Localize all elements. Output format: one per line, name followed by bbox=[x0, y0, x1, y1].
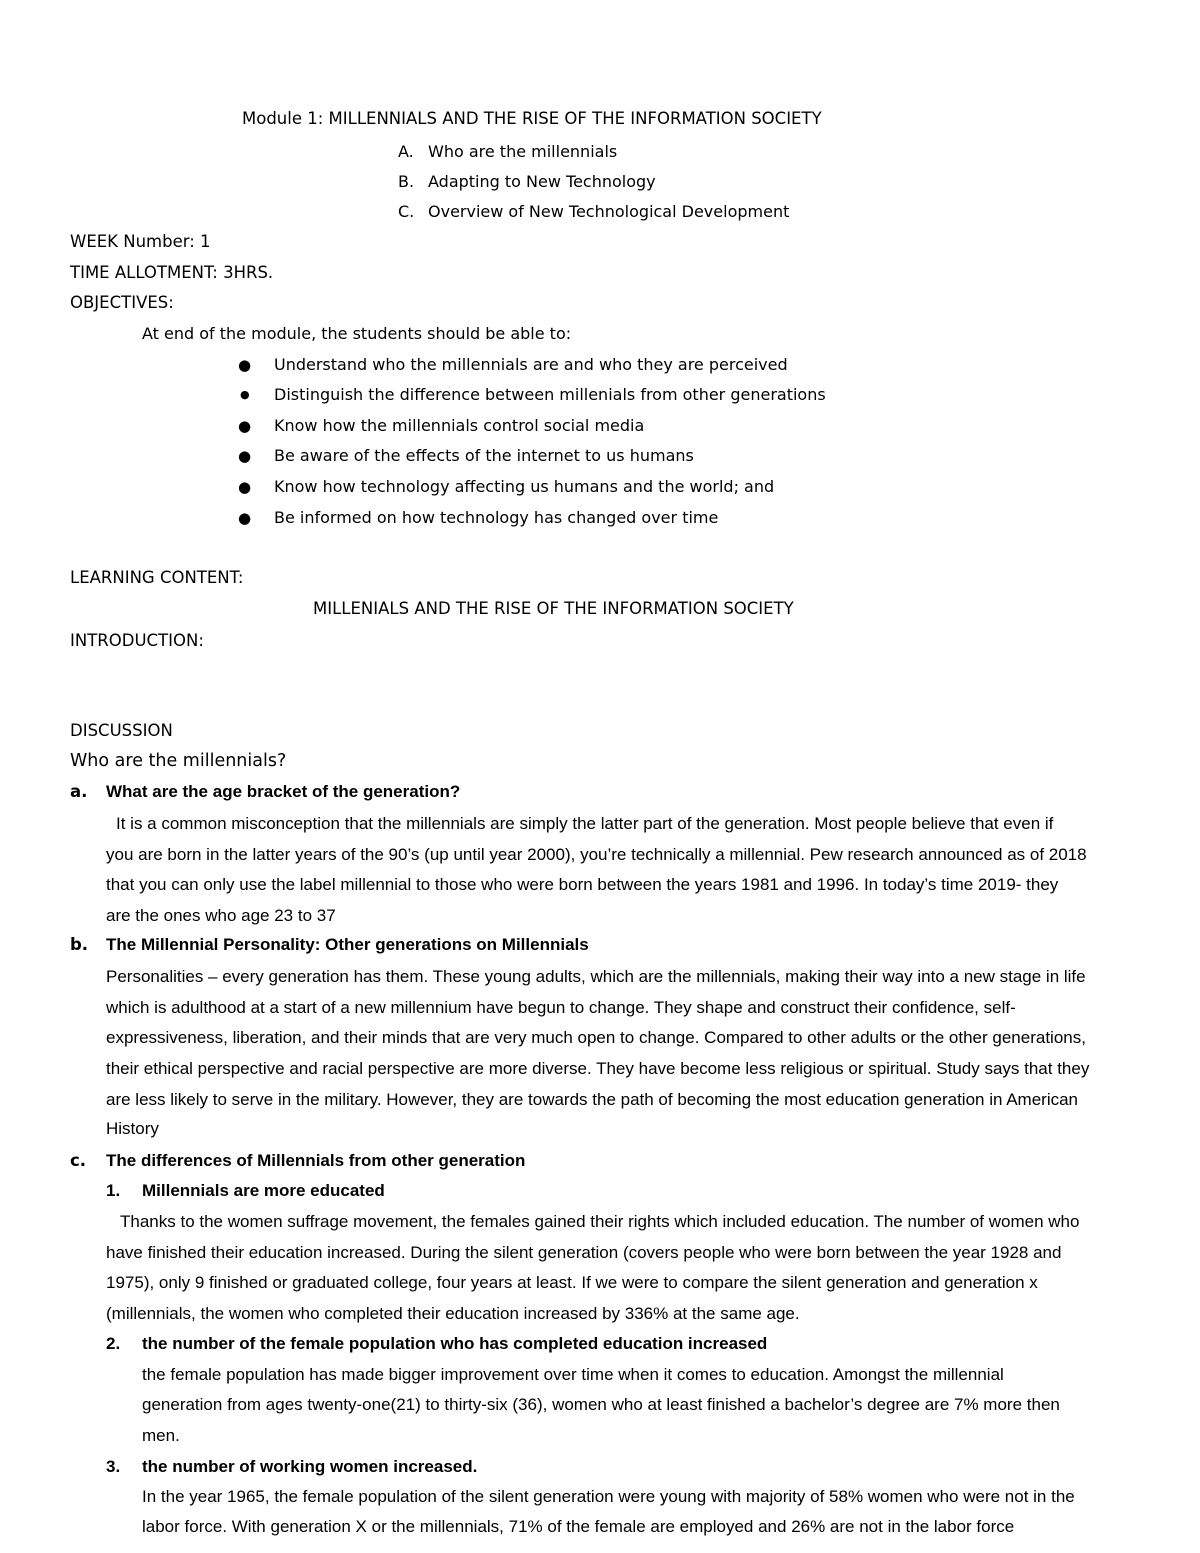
item-1-line: (millennials, the women who completed their education increased by 336% at the same age. bbox=[106, 1304, 800, 1323]
section-a-line: are the ones who age 23 to 37 bbox=[106, 906, 336, 925]
section-b-line: their ethical perspective and racial perspective are more diverse. They have become less religious or spiritual. Study says that they bbox=[106, 1059, 1090, 1078]
objectives-intro: At end of the module, the students should be able to: bbox=[142, 324, 572, 343]
bullet-icon: ● bbox=[238, 417, 252, 435]
question-heading: Who are the millennials? bbox=[70, 751, 287, 771]
section-b-line: which is adulthood at a start of a new millennium have begun to change. They shape and construct their confidence, self- bbox=[106, 998, 1016, 1017]
section-a-line: you are born in the latter years of the 90’s (up until year 2000), you’re technically a millennial. Pew research announced as of 2018 bbox=[106, 845, 1087, 864]
section-b-line: expressiveness, liberation, and their minds that are very much open to change. Compared to other adults or the other generations, bbox=[106, 1028, 1086, 1047]
section-a-line: that you can only use the label millennial to those who were born between the years 1981 and 1996. In today’s time 2019- they bbox=[106, 875, 1059, 894]
section-a-marker: a. bbox=[70, 782, 88, 801]
item-3-title: the number of working women increased. bbox=[142, 1457, 478, 1476]
item-2-line: men. bbox=[142, 1426, 180, 1445]
objective-item: Be aware of the effects of the internet to us humans bbox=[274, 446, 694, 465]
time-allotment: TIME ALLOTMENT: 3HRS. bbox=[70, 263, 274, 282]
item-2-line: the female population has made bigger improvement over time when it comes to education. Amongst the millennial bbox=[142, 1365, 1004, 1384]
topic-item-c: Overview of New Technological Development bbox=[428, 202, 790, 221]
item-2-line: generation from ages twenty-one(21) to thirty-six (36), women who at least finished a bachelor’s degree are 7% more then bbox=[142, 1395, 1060, 1414]
bullet-icon: ● bbox=[238, 356, 252, 374]
item-3-marker: 3. bbox=[106, 1457, 121, 1476]
bullet-icon: ● bbox=[238, 478, 252, 496]
section-b-title: The Millennial Personality: Other generations on Millennials bbox=[106, 935, 589, 954]
bullet-icon: ● bbox=[238, 509, 252, 527]
week-number: WEEK Number: 1 bbox=[70, 232, 211, 251]
topic-marker-c: C. bbox=[398, 202, 415, 221]
item-1-line: have finished their education increased. During the silent generation (covers people who were born between the year 1928 and bbox=[106, 1243, 1062, 1262]
section-a-line: It is a common misconception that the millennials are simply the latter part of the generation. Most people believe that even if bbox=[116, 814, 1054, 833]
objective-item: Know how the millennials control social media bbox=[274, 416, 645, 435]
section-b-line: History bbox=[106, 1119, 159, 1138]
item-2-marker: 2. bbox=[106, 1334, 121, 1353]
module-title: Module 1: MILLENNIALS AND THE RISE OF THE INFORMATION SOCIETY bbox=[242, 109, 822, 128]
objective-item: Know how technology affecting us humans and the world; and bbox=[274, 477, 775, 496]
section-b-marker: b. bbox=[70, 935, 89, 954]
item-1-marker: 1. bbox=[106, 1181, 121, 1200]
objective-item: Be informed on how technology has changed over time bbox=[274, 508, 719, 527]
content-title: MILLENIALS AND THE RISE OF THE INFORMATION SOCIETY bbox=[313, 599, 794, 618]
section-b-line: are less likely to serve in the military. However, they are towards the path of becoming the most education generation in American bbox=[106, 1090, 1079, 1109]
item-2-title: the number of the female population who has completed education increased bbox=[142, 1334, 768, 1353]
bullet-icon: ● bbox=[240, 388, 250, 401]
section-b-line: Personalities – every generation has them. These young adults, which are the millennials, making their way into a new stage in life bbox=[106, 967, 1086, 986]
item-3-line: In the year 1965, the female population of the silent generation were young with majority of 58% women who were not in the bbox=[142, 1487, 1075, 1506]
learning-content-heading: LEARNING CONTENT: bbox=[70, 568, 244, 587]
item-3-line: labor force. With generation X or the millennials, 71% of the female are employed and 26% are not in the labor force bbox=[142, 1517, 1015, 1536]
bullet-icon: ● bbox=[238, 447, 252, 465]
item-1-line: 1975), only 9 finished or graduated college, four years at least. If we were to compare the silent generation and generation x bbox=[106, 1273, 1038, 1292]
section-c-title: The differences of Millennials from other generation bbox=[106, 1151, 526, 1170]
item-1-title: Millennials are more educated bbox=[142, 1181, 385, 1200]
item-1-line: Thanks to the women suffrage movement, the females gained their rights which included education. The number of women who bbox=[120, 1212, 1080, 1231]
discussion-heading: DISCUSSION bbox=[70, 721, 173, 740]
topic-item-a: Who are the millennials bbox=[428, 142, 618, 161]
introduction-heading: INTRODUCTION: bbox=[70, 631, 204, 650]
objective-item: Understand who the millennials are and who they are perceived bbox=[274, 355, 788, 374]
objective-item: Distinguish the difference between millenials from other generations bbox=[274, 385, 826, 404]
topic-marker-b: B. bbox=[398, 172, 415, 191]
section-a-title: What are the age bracket of the generation? bbox=[106, 782, 461, 801]
topic-item-b: Adapting to New Technology bbox=[428, 172, 656, 191]
section-c-marker: c. bbox=[70, 1151, 87, 1170]
objectives-heading: OBJECTIVES: bbox=[70, 293, 174, 312]
topic-marker-a: A. bbox=[398, 142, 414, 161]
